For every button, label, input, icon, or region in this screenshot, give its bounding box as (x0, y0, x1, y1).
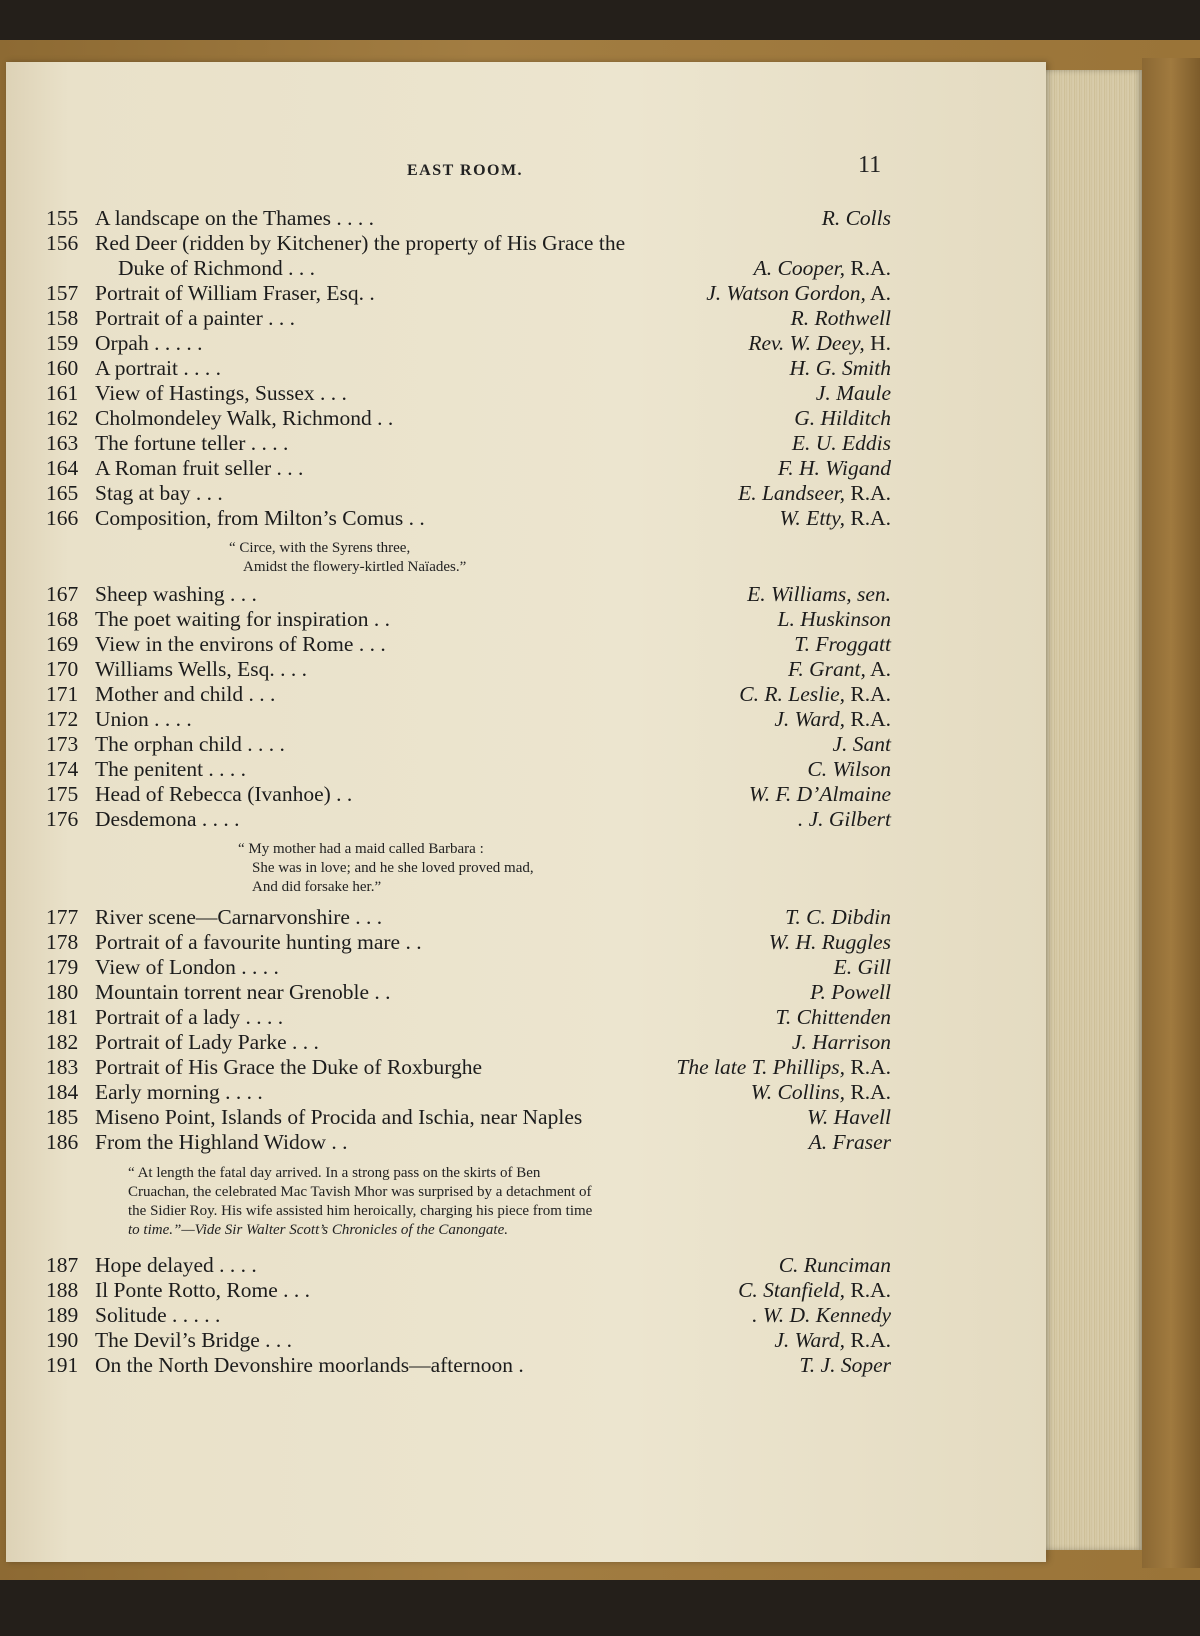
entry-artist: E. U. Eddis (791, 431, 891, 455)
quote-line: the Sidier Roy. His wife assisted him heroically, charging his piece from time (128, 1203, 593, 1219)
entry-number: 164 (46, 456, 79, 480)
catalogue-entry (46, 1130, 891, 1156)
entry-artist: W. H. Ruggles (768, 930, 891, 954)
entry-number: 168 (46, 607, 79, 631)
entry-title: Mountain torrent near Grenoble . . (95, 980, 391, 1004)
catalogue-entry (46, 1303, 891, 1329)
entry-continuation: Duke of Richmond . . . (118, 256, 316, 280)
entry-artist: E. Landseer, R.A. (738, 481, 891, 505)
entry-number: 185 (46, 1105, 79, 1129)
entry-artist: A. Fraser (808, 1130, 891, 1154)
entry-title: On the North Devonshire moorlands—afternoon . (95, 1353, 524, 1377)
entry-number: 158 (46, 306, 79, 330)
catalogue-entry (46, 356, 891, 382)
entry-title: Composition, from Milton’s Comus . . (95, 506, 425, 530)
entry-number: 161 (46, 381, 79, 405)
quote-line: And did forsake her.” (252, 879, 382, 895)
quote-line: “ Circe, with the Syrens three, (229, 540, 411, 556)
catalogue-entry (46, 231, 891, 257)
entry-artist: C. Runciman (778, 1253, 891, 1277)
entry-title: Head of Rebecca (Ivanhoe) . . (95, 782, 353, 806)
entry-title: Orpah . . . . . (95, 331, 203, 355)
catalogue-entry (46, 1080, 891, 1106)
entry-number: 179 (46, 955, 79, 979)
entry-title: Portrait of His Grace the Duke of Roxburghe (95, 1055, 483, 1079)
entry-title: A Roman fruit seller . . . (95, 456, 304, 480)
catalogue-entry (46, 1105, 891, 1131)
entry-number: 176 (46, 807, 79, 831)
entry-artist: R. Colls (821, 206, 891, 230)
entry-artist: . W. D. Kennedy (752, 1303, 891, 1327)
entry-number: 172 (46, 707, 79, 731)
catalogue-entry (46, 456, 891, 482)
entry-title: View of London . . . . (95, 955, 279, 979)
book-spine (1142, 58, 1200, 1568)
quote-line: Cruachan, the celebrated Mac Tavish Mhor was surprised by a detachment of (128, 1184, 592, 1200)
entry-number: 188 (46, 1278, 79, 1302)
running-head (100, 152, 900, 182)
entry-artist: A. Cooper, R.A. (753, 256, 891, 280)
entry-number: 170 (46, 657, 79, 681)
entry-artist: W. Etty, R.A. (779, 506, 891, 530)
catalogue-entry (46, 1030, 891, 1056)
entry-title: The fortune teller . . . . (95, 431, 289, 455)
entry-number: 169 (46, 632, 79, 656)
entry-number: 160 (46, 356, 79, 380)
entry-number: 166 (46, 506, 79, 530)
catalogue-entry (46, 782, 891, 808)
entry-artist: J. Maule (815, 381, 891, 405)
entry-number: 163 (46, 431, 79, 455)
entry-artist: J. Ward, R.A. (774, 707, 891, 731)
entry-number: 157 (46, 281, 79, 305)
entry-artist: C. R. Leslie, R.A. (739, 682, 891, 706)
entry-artist: C. Wilson (807, 757, 891, 781)
verse-quote (229, 539, 466, 577)
catalogue-entry (46, 1253, 891, 1279)
catalogue-entry (46, 331, 891, 357)
entry-artist: Rev. W. Deey, H. (748, 331, 891, 355)
entry-artist: W. F. D’Almaine (748, 782, 891, 806)
page-number: 11 (858, 152, 882, 178)
entry-title: Sheep washing . . . (95, 582, 257, 606)
catalogue-entry (46, 807, 891, 833)
catalogue-entry (46, 930, 891, 956)
entry-number: 180 (46, 980, 79, 1004)
entry-artist: J. Harrison (791, 1030, 891, 1054)
catalogue-entry (46, 1353, 891, 1379)
entry-artist: . J. Gilbert (797, 807, 891, 831)
entry-number: 183 (46, 1055, 79, 1079)
entry-title: Mother and child . . . (95, 682, 276, 706)
catalogue-entry (46, 1278, 891, 1304)
entry-title: Desdemona . . . . (95, 807, 240, 831)
catalogue-entry (46, 682, 891, 708)
entry-artist: W. Havell (807, 1105, 891, 1129)
entry-title: Miseno Point, Islands of Procida and Ischia, near Naples (95, 1105, 583, 1129)
entry-number: 191 (46, 1353, 79, 1377)
catalogue-entry (46, 607, 891, 633)
catalogue-entry (46, 1055, 891, 1081)
quote-line: to time.”—Vide Sir Walter Scott’s Chronicles of the Canongate. (128, 1222, 508, 1238)
entry-artist: G. Hilditch (794, 406, 891, 430)
catalogue-entry (46, 955, 891, 981)
catalogue-entry (46, 206, 891, 232)
entry-number: 173 (46, 732, 79, 756)
entry-title: Hope delayed . . . . (95, 1253, 257, 1277)
entry-title: Portrait of Lady Parke . . . (95, 1030, 319, 1054)
catalogue-entry (46, 632, 891, 658)
catalogue-entry (46, 1005, 891, 1031)
catalogue-entry (46, 707, 891, 733)
entry-title: The orphan child . . . . (95, 732, 285, 756)
entry-number: 162 (46, 406, 79, 430)
entry-artist: J. Ward, R.A. (774, 1328, 891, 1352)
catalogue-entry (46, 657, 891, 683)
entry-title: View of Hastings, Sussex . . . (95, 381, 347, 405)
catalogue-entry (46, 1328, 891, 1354)
entry-title: The poet waiting for inspiration . . (95, 607, 390, 631)
entry-artist: P. Powell (810, 980, 891, 1004)
entry-number: 155 (46, 206, 79, 230)
entry-title: Portrait of a painter . . . (95, 306, 296, 330)
entry-number: 165 (46, 481, 79, 505)
entry-number: 174 (46, 757, 79, 781)
entry-title: Williams Wells, Esq. . . . (95, 657, 307, 681)
entry-artist: L. Huskinson (777, 607, 891, 631)
entry-title: Portrait of a favourite hunting mare . . (95, 930, 422, 954)
catalogue-entry (46, 905, 891, 931)
quote-line: Amidst the flowery-kirtled Naïades.” (243, 559, 467, 575)
entry-title: Union . . . . (95, 707, 192, 731)
entry-number: 171 (46, 682, 79, 706)
entry-number: 186 (46, 1130, 79, 1154)
running-title: EAST ROOM. (407, 162, 524, 179)
entry-title: River scene—Carnarvonshire . . . (95, 905, 383, 929)
entry-number: 159 (46, 331, 79, 355)
verse-quote (238, 840, 534, 897)
prose-quote (128, 1164, 592, 1240)
entry-artist: T. J. Soper (799, 1353, 891, 1377)
catalogue-entry (46, 406, 891, 432)
entry-artist: T. Froggatt (794, 632, 891, 656)
entry-title: Portrait of William Fraser, Esq. . (95, 281, 375, 305)
entry-number: 181 (46, 1005, 79, 1029)
entry-number: 189 (46, 1303, 79, 1327)
entry-title: View in the environs of Rome . . . (95, 632, 386, 656)
catalogue-entry (46, 281, 891, 307)
catalogue-entry (46, 980, 891, 1006)
entry-number: 184 (46, 1080, 79, 1104)
entry-title: The penitent . . . . (95, 757, 247, 781)
catalogue-entry (46, 582, 891, 608)
catalogue-entry (46, 431, 891, 457)
entry-artist: J. Sant (832, 732, 891, 756)
entry-artist: E. Williams, sen. (747, 582, 891, 606)
entry-number: 175 (46, 782, 79, 806)
entry-artist: E. Gill (833, 955, 891, 979)
entry-artist: T. C. Dibdin (785, 905, 891, 929)
entry-number: 182 (46, 1030, 79, 1054)
quote-line: “ My mother had a maid called Barbara : (238, 841, 484, 857)
entry-title: Stag at bay . . . (95, 481, 223, 505)
entry-number: 190 (46, 1328, 79, 1352)
catalogue-entry (46, 381, 891, 407)
entry-title: Red Deer (ridden by Kitchener) the property of His Grace the (95, 231, 626, 255)
catalogue-entry (46, 757, 891, 783)
entry-title: Early morning . . . . (95, 1080, 263, 1104)
entry-title: Cholmondeley Walk, Richmond . . (95, 406, 394, 430)
entry-number: 156 (46, 231, 79, 255)
quote-line: She was in love; and he she loved proved mad, (252, 860, 534, 876)
entry-title: The Devil’s Bridge . . . (95, 1328, 293, 1352)
catalogue-entry (46, 506, 891, 532)
entry-artist: H. G. Smith (789, 356, 891, 380)
entry-artist: C. Stanfield, R.A. (738, 1278, 891, 1302)
entry-title: Il Ponte Rotto, Rome . . . (95, 1278, 310, 1302)
entry-artist: The late T. Phillips, R.A. (676, 1055, 891, 1079)
entry-number: 178 (46, 930, 79, 954)
entry-artist: F. H. Wigand (777, 456, 891, 480)
entry-title: Portrait of a lady . . . . (95, 1005, 284, 1029)
entry-artist: R. Rothwell (790, 306, 891, 330)
catalogue-entry (46, 732, 891, 758)
entry-title: From the Highland Widow . . (95, 1130, 348, 1154)
entry-artist: J. Watson Gordon, A. (706, 281, 891, 305)
entry-artist: T. Chittenden (775, 1005, 891, 1029)
entry-title: A portrait . . . . (95, 356, 221, 380)
entry-number: 167 (46, 582, 79, 606)
entry-title: A landscape on the Thames . . . . (95, 206, 375, 230)
entry-artist: F. Grant, A. (788, 657, 891, 681)
catalogue-entry (46, 481, 891, 507)
entry-artist: W. Collins, R.A. (750, 1080, 891, 1104)
quote-line: “ At length the fatal day arrived. In a strong pass on the skirts of Ben (128, 1165, 541, 1181)
catalogue-entry (46, 306, 891, 332)
entry-number: 187 (46, 1253, 79, 1277)
entry-number: 177 (46, 905, 79, 929)
entry-title: Solitude . . . . . (95, 1303, 221, 1327)
